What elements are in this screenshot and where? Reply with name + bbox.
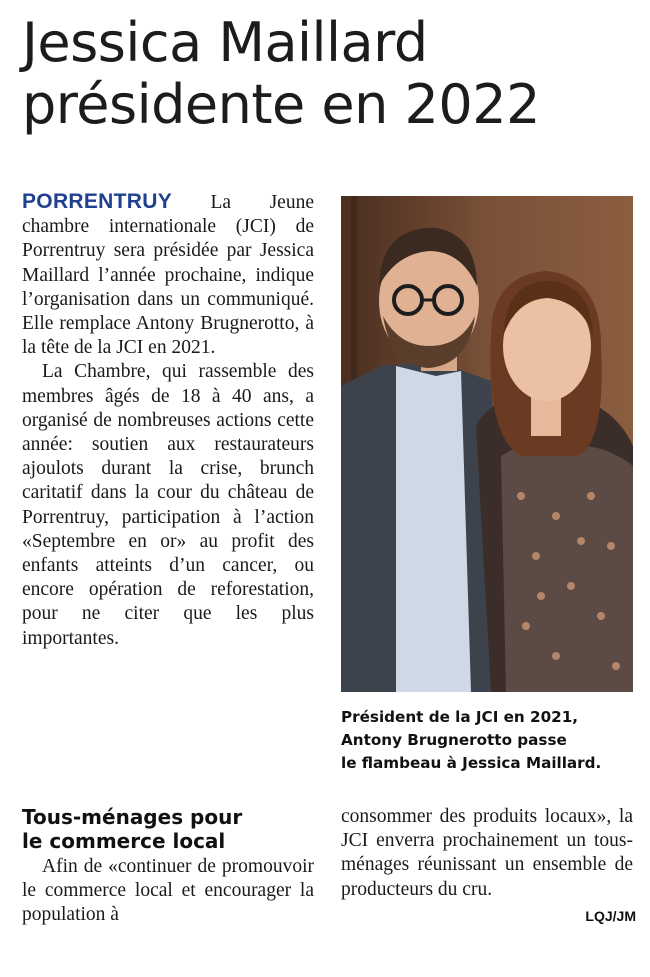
article-body-column-left-lower bbox=[22, 855, 314, 928]
kicker-location: PORRENTRUY bbox=[22, 190, 173, 213]
subheading-line-2: le commerce local bbox=[22, 829, 226, 853]
paragraph-1 bbox=[22, 190, 314, 360]
subheading bbox=[22, 805, 322, 853]
paragraph-3-continued: consommer des produits locaux», la JCI enverra prochainement un tous-ménages réunissant un ensemble de producteurs du cru. bbox=[341, 806, 633, 900]
paragraph-2: La Chambre, qui rassemble des membres âgés de 18 à 40 ans, a organisé de nombreuses actions cette année: soutien aux restaurateurs ajoulots durant la crise, brunch caritatif dans la cour du château de Porrentruy, participation à l’action «Septembre en or» au profit des enfants atteints d’un cancer, ou encore opération de reforestation, pour ne citer que les plus importantes. bbox=[22, 361, 314, 649]
headline bbox=[22, 12, 642, 136]
photo-caption-line-1: Président de la JCI en 2021, bbox=[341, 708, 579, 726]
photo-caption-line-3: le flambeau à Jessica Maillard. bbox=[341, 754, 602, 772]
subheading-line-1: Tous-ménages pour bbox=[22, 805, 243, 829]
author-byline: LQJ/JM bbox=[585, 908, 636, 924]
paragraph-1-text: La Jeune chambre internationale (JCI) de Porrentruy sera présidée par Jessica Maillard l’année prochaine, indique l’organisation dans un communiqué. Elle remplace Antony Brugnerotto, à la tête de la JCI en 2021. bbox=[22, 192, 314, 359]
article-photo bbox=[341, 196, 633, 692]
photo-caption-line-2: Antony Brugnerotto passe bbox=[341, 731, 567, 749]
paragraph-3: Afin de «continuer de promouvoir le commerce local et encourager la population à bbox=[22, 856, 314, 926]
photo-two-people-illustration bbox=[341, 196, 633, 692]
article-body-column-left bbox=[22, 190, 314, 651]
article-body-column-right-lower bbox=[341, 805, 633, 902]
headline-line-1: Jessica Maillard bbox=[22, 11, 428, 74]
photo-caption bbox=[341, 706, 635, 775]
headline-line-2: présidente en 2022 bbox=[22, 73, 540, 136]
